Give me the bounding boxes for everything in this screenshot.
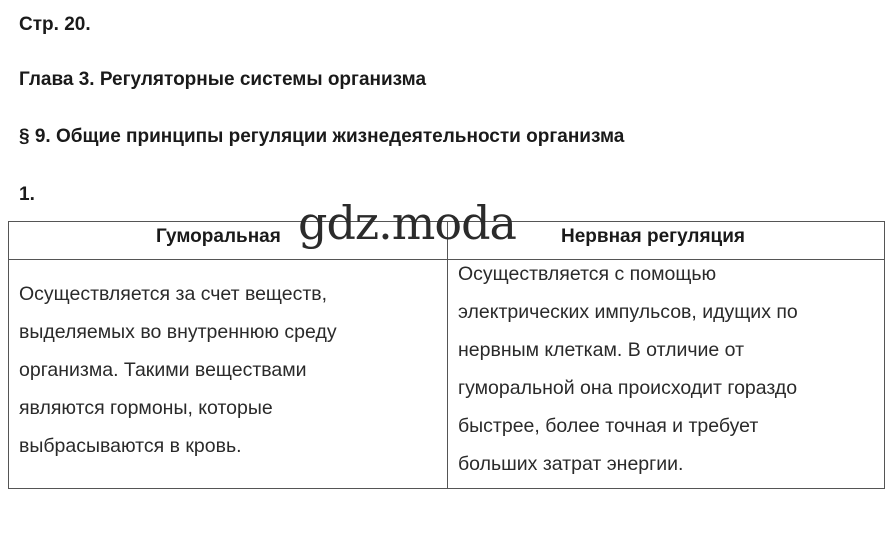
column-divider <box>447 222 448 488</box>
text-line: Осуществляется за счет веществ, <box>19 283 328 305</box>
text-line: выделяемых во внутреннюю среду <box>19 321 337 343</box>
chapter-title: Глава 3. Регуляторные системы организма <box>19 69 427 90</box>
header-humoral: Гуморальная <box>156 226 281 247</box>
text-line: Осуществляется с помощью <box>458 263 717 285</box>
page-number: Стр. 20. <box>19 14 91 35</box>
text-line: больших затрат энергии. <box>458 453 684 475</box>
text-line: являются гормоны, которые <box>19 397 273 419</box>
task-number: 1. <box>19 184 35 205</box>
cell-nervous-description <box>458 255 878 483</box>
text-line: выбрасываются в кровь. <box>19 435 242 457</box>
text-line: быстрее, более точная и требует <box>458 415 759 437</box>
section-title: § 9. Общие принципы регуляции жизнедеятельности организма <box>19 126 625 147</box>
text-line: организма. Такими веществами <box>19 359 307 381</box>
answer-table <box>8 221 885 489</box>
watermark-logo: gdz.moda <box>298 196 516 250</box>
text-line: электрических импульсов, идущих по <box>458 301 798 323</box>
header-nervous: Нервная регуляция <box>561 226 745 247</box>
text-line: гуморальной она происходит гораздо <box>458 377 798 399</box>
cell-humoral-description <box>19 275 439 465</box>
text-line: нервным клеткам. В отличие от <box>458 339 745 361</box>
